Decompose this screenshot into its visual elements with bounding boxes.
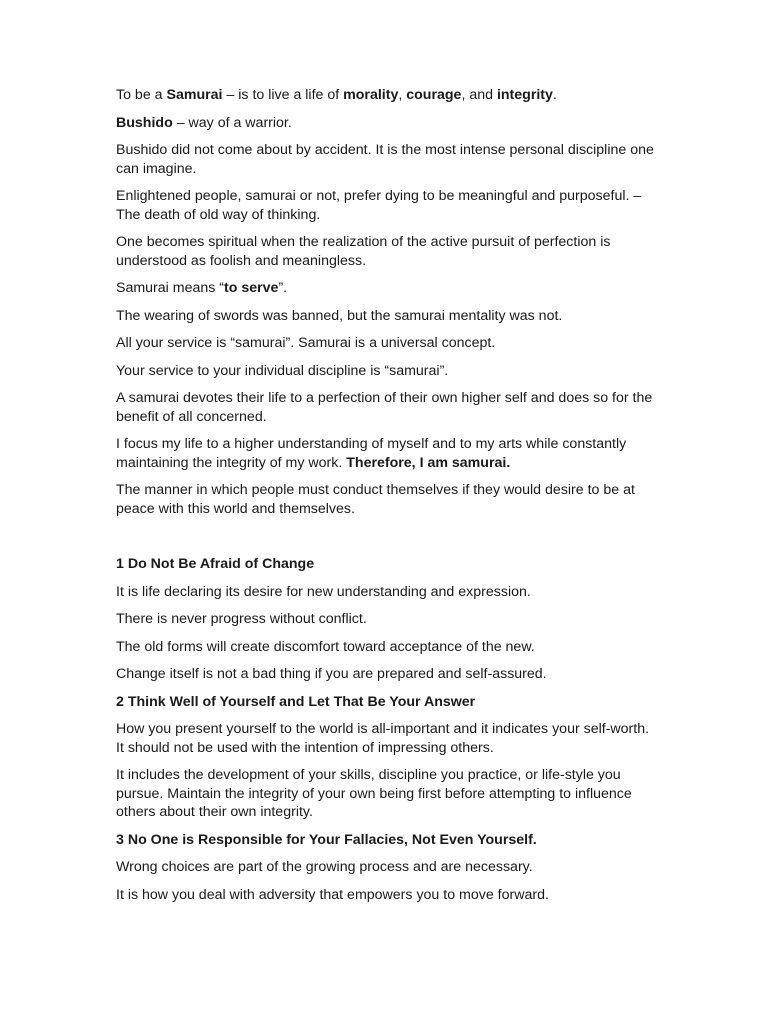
section-spacer	[116, 527, 656, 555]
intro-paragraph: All your service is “samurai”. Samurai is a universal concept.	[116, 335, 496, 351]
text-run: – is to live a life of	[222, 87, 344, 103]
text-run: .	[552, 87, 557, 103]
text-run: , and	[461, 87, 497, 103]
bold-term-bushido: Bushido	[116, 114, 173, 131]
section-1-paragraph: The old forms will create discomfort toward acceptance of the new.	[116, 638, 535, 655]
text-run: To be a	[116, 87, 167, 103]
text-run: I focus my life to a higher understanding of myself and to my arts while constantly maintaining the integrity of my work.	[116, 436, 627, 471]
intro-paragraph-bushido	[116, 114, 656, 133]
section-1-paragraph: It is life declaring its desire for new understanding and expression.	[116, 583, 531, 600]
intro-paragraph-samurai-definition	[116, 86, 656, 105]
intro-paragraph-to-serve	[116, 279, 656, 298]
bold-term-morality: morality	[343, 87, 399, 103]
intro-paragraph: Your service to your individual discipline is “samurai”.	[116, 362, 449, 379]
text-run: – way of a warrior.	[172, 114, 292, 131]
section-3-paragraph: Wrong choices are part of the growing process and are necessary.	[116, 859, 533, 875]
intro-paragraph: Enlightened people, samurai or not, prefer dying to be meaningful and purposeful. – The death of old way of thinking.	[116, 188, 642, 223]
intro-paragraph: A samurai devotes their life to a perfection of their own higher self and does so for the benefit of all concerned.	[116, 390, 653, 425]
intro-paragraph-therefore	[116, 435, 656, 472]
bold-term-integrity: integrity	[496, 87, 553, 103]
intro-paragraph: The wearing of swords was banned, but the samurai mentality was not.	[116, 307, 563, 324]
text-run: ,	[398, 87, 407, 103]
bold-statement-therefore: Therefore, I am samurai.	[346, 454, 511, 471]
section-1-paragraph: There is never progress without conflict.	[116, 611, 367, 627]
text-run: ”.	[278, 280, 288, 296]
intro-paragraph: One becomes spiritual when the realization of the active pursuit of perfection is understood as foolish and meaningless.	[116, 234, 611, 269]
section-2-paragraph: It includes the development of your skills, discipline you practice, or life-style you pursue. Maintain the integrity of your own being first before attempting to influence others about their own integrity.	[116, 767, 632, 820]
document-page	[116, 86, 656, 913]
intro-paragraph: The manner in which people must conduct themselves if they would desire to be at peace with this world and themselves.	[116, 482, 635, 517]
section-heading-2: 2 Think Well of Yourself and Let That Be Your Answer	[116, 693, 476, 710]
section-2-paragraph: How you present yourself to the world is all-important and it indicates your self-worth. It should not be used with the intention of impressing others.	[116, 721, 650, 756]
bold-term-to-serve: to serve	[224, 280, 279, 296]
section-heading-1: 1 Do Not Be Afraid of Change	[116, 556, 315, 572]
text-run: Samurai means “	[116, 280, 225, 296]
bold-term-courage: courage	[406, 87, 462, 103]
section-3-paragraph: It is how you deal with adversity that empowers you to move forward.	[116, 886, 549, 903]
bold-term-samurai: Samurai	[166, 87, 223, 103]
intro-paragraph: Bushido did not come about by accident. It is the most intense personal discipline one can imagine.	[116, 142, 654, 177]
section-heading-3: 3 No One is Responsible for Your Fallacies, Not Even Yourself.	[116, 831, 537, 848]
section-1-paragraph: Change itself is not a bad thing if you are prepared and self-assured.	[116, 666, 547, 682]
